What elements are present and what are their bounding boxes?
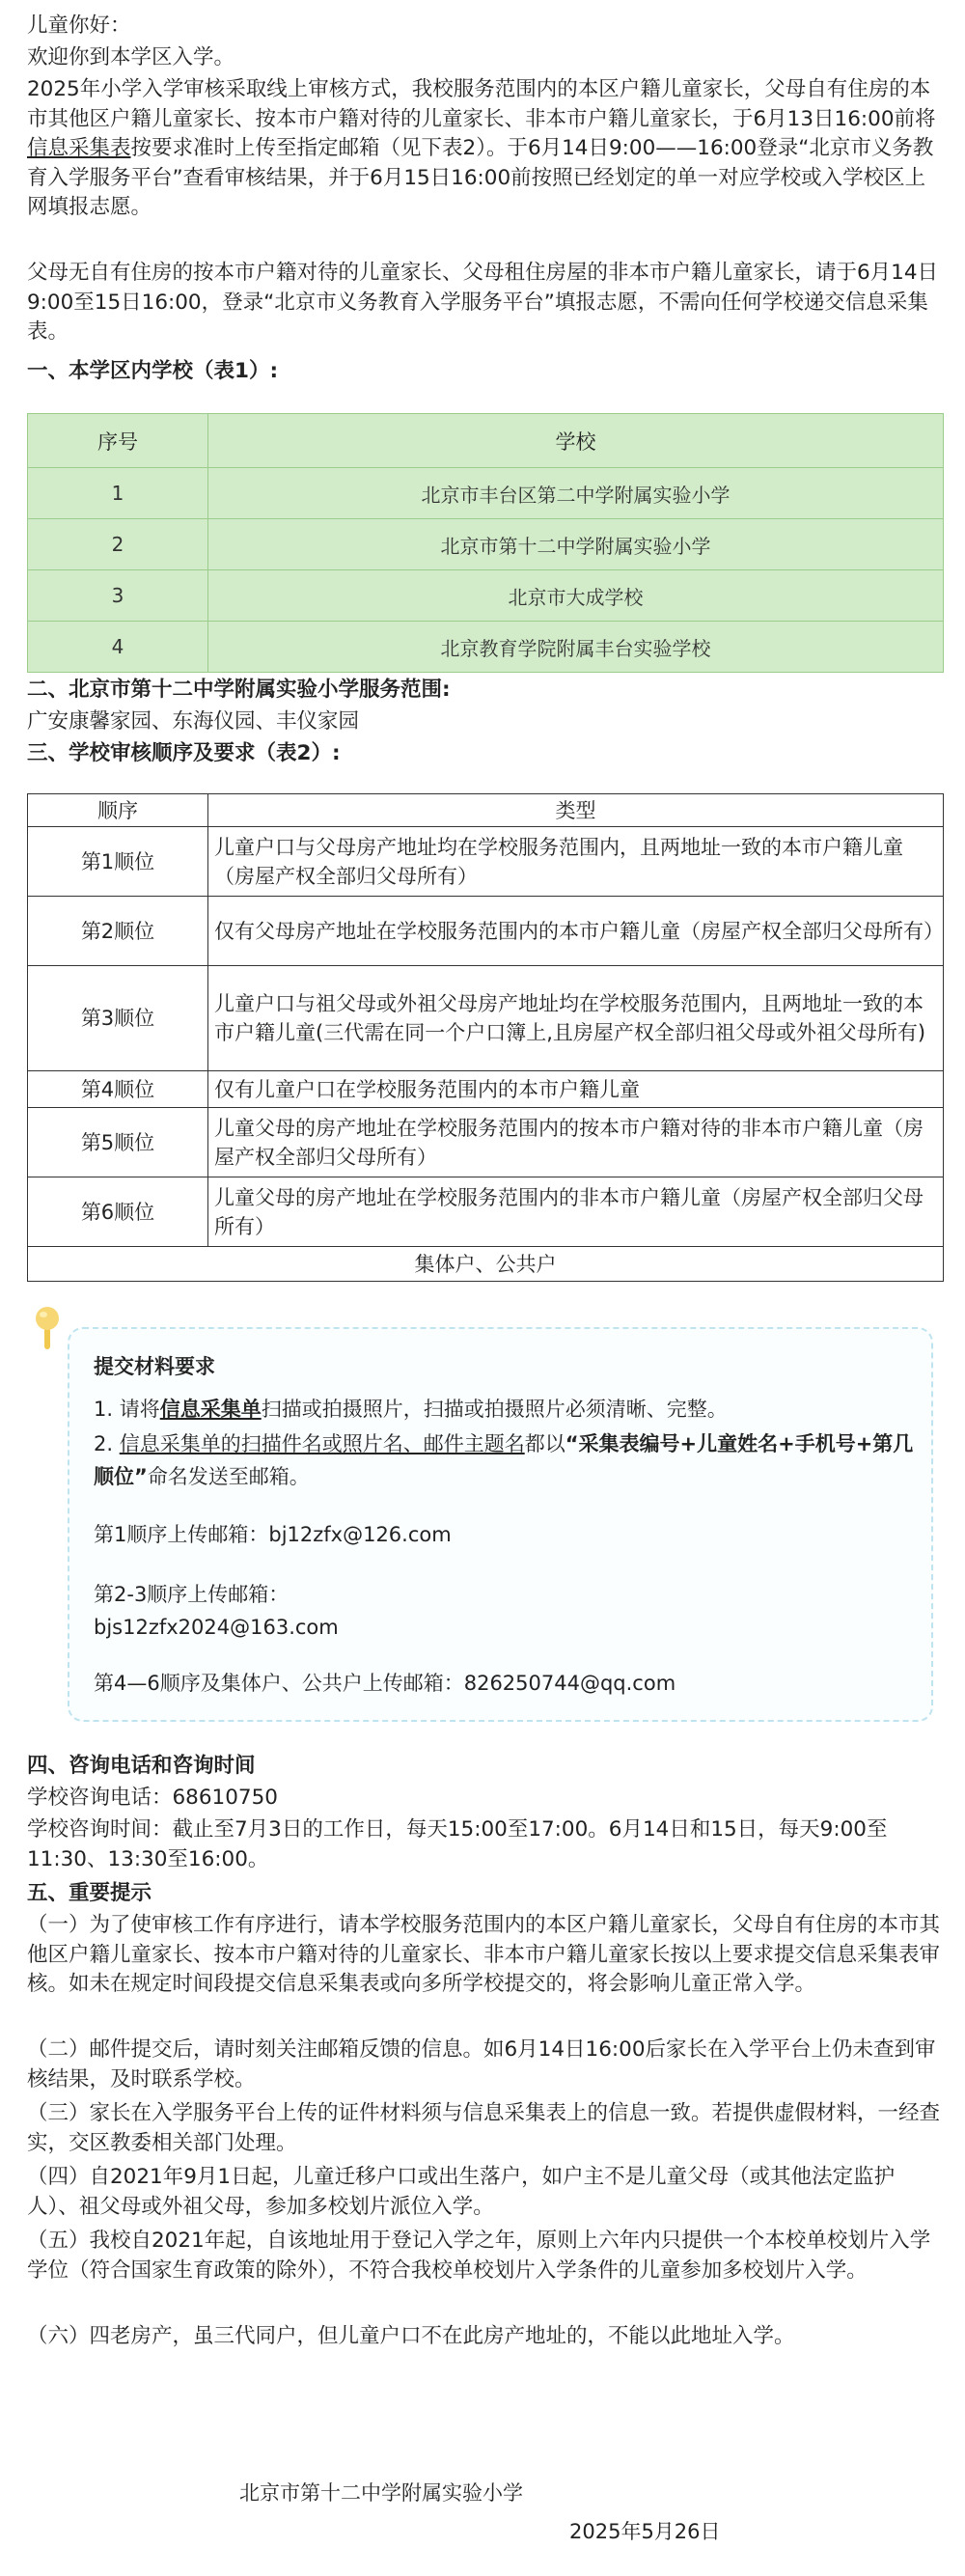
tip-1: （一）为了使审核工作有序进行，请本学校服务范围内的本区户籍儿童家长，父母自有住房的本市其他区户籍儿童家长、按本市户籍对待的儿童家长、非本市户籍儿童家长按以上要求提交信息采集表审核。如未在规定时间段提交信息采集表或向多所学校提交的，将会影响儿童正常入学。 (27, 1913, 941, 1996)
email-order-2-3: bjs12zfx2024@163.com (94, 1616, 339, 1639)
table-row (28, 1247, 944, 1282)
cell-order: 第1顺位 (28, 827, 208, 897)
header-index: 序号 (28, 414, 208, 468)
section5-title: 五、重要提示 (27, 1881, 152, 1905)
tip-2: （二）邮件提交后，请时刻关注邮箱反馈的信息。如6月14日16:00后家长在入学平台上仍未查到审核结果，及时联系学校。 (27, 2037, 936, 2091)
materials-title: 提交材料要求 (94, 1355, 215, 1378)
tip-4: （四）自2021年9月1日起，儿童迁移户口或出生落户，如户主不是儿童父母（或其他法定监护人）、祖父母或外祖父母，参加多校划片派位入学。 (27, 2165, 896, 2219)
cell-school: 北京市第十二中学附属实验小学 (208, 519, 944, 570)
signature-date: 2025年5月26日 (569, 2520, 721, 2543)
welcome-line: 欢迎你到本学区入学。 (27, 45, 235, 69)
tip-3: （三）家长在入学服务平台上传的证件材料须与信息采集表上的信息一致。若提供虚假材料，一经查实，交区教委相关部门处理。 (27, 2101, 941, 2155)
tip-5: （五）我校自2021年起，自该地址用于登记入学之年，原则上六年内只提供一个本校单校划片入学学位（符合国家生育政策的除外），不符合我校单校划片入学条件的儿童参加多校划片入学。 (27, 2229, 931, 2283)
cell-order: 第4顺位 (28, 1071, 208, 1108)
section4-title: 四、咨询电话和咨询时间 (27, 1754, 256, 1778)
cell-index: 3 (28, 570, 208, 622)
intro-1-text-b: 按要求准时上传至指定邮箱（见下表2）。于6月14日9:00——16:00登录“北京市义务教育入学服务平台”查看审核结果，并于6月15日16:00前按照已经划定的单一对应学校或入学校区上网填报志愿。 (27, 136, 934, 219)
cell-school: 北京市丰台区第二中学附属实验小学 (208, 468, 944, 519)
table-row (28, 827, 944, 897)
cell-type: 儿童父母的房产地址在学校服务范围内的非本市户籍儿童（房屋产权全部归父母所有） (208, 1177, 944, 1247)
table-row (28, 1071, 944, 1108)
item2-bold: “采集表编号+儿童姓名+手机号+第几顺位” (94, 1432, 914, 1488)
item2-middle: 都以 (524, 1432, 565, 1455)
cell-type: 儿童户口与父母房产地址均在学校服务范围内，且两地址一致的本市户籍儿童（房屋产权全部归父母所有） (208, 827, 944, 897)
email-order-1: 第1顺序上传邮箱：bj12zfx@126.com (94, 1523, 452, 1546)
pushpin-icon (35, 1305, 64, 1351)
intro-1-text-a: 2025年小学入学审核采取线上审核方式，我校服务范围内的本区户籍儿童家长，父母自有住房的本市其他区户籍儿童家长、按本市户籍对待的儿童家长、非本市户籍儿童家长，于6月13日16:00前将 (27, 77, 936, 131)
table-row (28, 1177, 944, 1247)
item2-suffix: 命名发送至邮箱。 (147, 1465, 310, 1488)
section3-title: 三、学校审核顺序及要求（表2）: (27, 741, 341, 765)
table-header-row (28, 794, 944, 827)
email-order-2-3-label: 第2-3顺序上传邮箱： (94, 1583, 290, 1606)
cell-type: 仅有儿童户口在学校服务范围内的本市户籍儿童 (208, 1071, 944, 1108)
greeting: 儿童你好： (27, 14, 131, 38)
item2-prefix: 2. (94, 1432, 120, 1455)
item1-suffix: 扫描或拍摄照片，扫描或拍摄照片必须清晰、完整。 (261, 1398, 728, 1421)
email-order-4-6: 第4—6顺序及集体户、公共户上传邮箱：826250744@qq.com (94, 1672, 676, 1695)
header-school: 学校 (208, 414, 944, 468)
table-row (28, 468, 944, 519)
signature-school: 北京市第十二中学附属实验小学 (239, 2481, 523, 2505)
cell-index: 1 (28, 468, 208, 519)
consult-time: 学校咨询时间：截止至7月3日的工作日，每天15:00至17:00。6月14日和15日，每天9:00至11:30、13:30至16:00。 (27, 1817, 888, 1871)
cell-order: 第2顺位 (28, 897, 208, 966)
table-row (28, 1108, 944, 1177)
section2-title: 二、北京市第十二中学附属实验小学服务范围: (27, 678, 451, 702)
service-area: 广安康馨家园、东海仪园、丰仪家园 (27, 709, 360, 734)
item2-underlined: 信息采集单的扫描件名或照片名、邮件主题名 (119, 1432, 525, 1455)
item1-prefix: 1. 请将 (94, 1398, 160, 1421)
cell-type: 儿童户口与祖父母或外祖父母房产地址均在学校服务范围内，且两地址一致的本市户籍儿童(三代需在同一个户口簿上,且房屋产权全部归祖父母或外祖父母所有) (208, 966, 944, 1071)
intro-paragraph-2: 父母无自有住房的按本市户籍对待的儿童家长、父母租住房屋的非本市户籍儿童家长，请于6月14日9:00至15日16:00，登录“北京市义务教育入学服务平台”填报志愿，不需向任何学校递交信息采集表。 (27, 261, 939, 344)
tip-6: （六）四老房产，虽三代同户，但儿童户口不在此房产地址的，不能以此地址入学。 (27, 2324, 795, 2348)
materials-box (68, 1327, 933, 1722)
cell-order: 第5顺位 (28, 1108, 208, 1177)
table-header-row (28, 414, 944, 468)
table-row (28, 570, 944, 622)
table-review-order (27, 793, 944, 1282)
table-row (28, 519, 944, 570)
cell-order: 第3顺位 (28, 966, 208, 1071)
intro-paragraph-1 (27, 75, 944, 223)
header-type: 类型 (208, 794, 944, 827)
cell-type: 儿童父母的房产地址在学校服务范围内的按本市户籍对待的非本市户籍儿童（房屋产权全部归父母所有） (208, 1108, 944, 1177)
section1-title: 一、本学区内学校（表1）: (27, 359, 279, 383)
consult-phone: 学校咨询电话：68610750 (27, 1786, 278, 1810)
cell-index: 4 (28, 622, 208, 673)
table-schools (27, 413, 944, 673)
materials-item-1 (94, 1393, 924, 1426)
cell-school: 北京教育学院附属丰台实验学校 (208, 622, 944, 673)
table-row (28, 622, 944, 673)
table-row (28, 966, 944, 1071)
cell-type: 仅有父母房产地址在学校服务范围内的本市户籍儿童（房屋产权全部归父母所有） (208, 897, 944, 966)
header-order: 顺序 (28, 794, 208, 827)
info-form-underlined: 信息采集表 (27, 136, 131, 160)
cell-school: 北京市大成学校 (208, 570, 944, 622)
table-row (28, 897, 944, 966)
cell-index: 2 (28, 519, 208, 570)
item1-bold: 信息采集单 (159, 1398, 262, 1421)
cell-order: 第6顺位 (28, 1177, 208, 1247)
materials-item-2 (94, 1427, 924, 1493)
cell-collective-household: 集体户、公共户 (28, 1247, 944, 1282)
